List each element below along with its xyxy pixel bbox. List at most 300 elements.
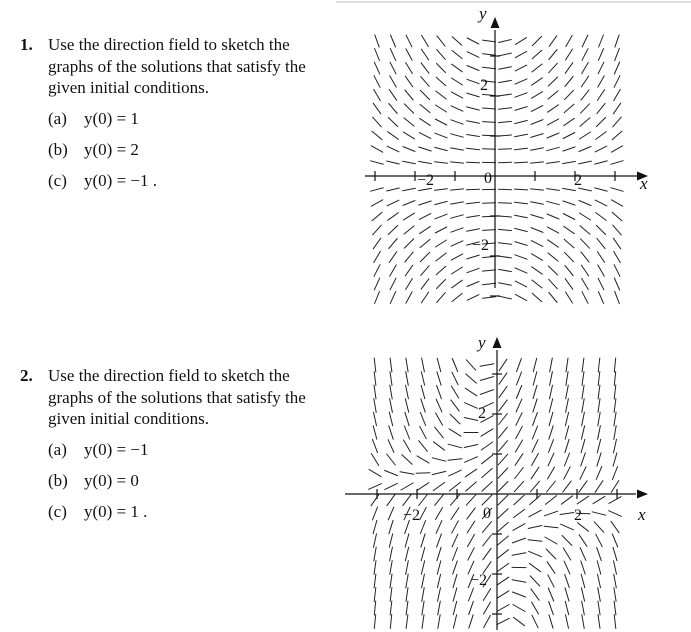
slope-segment <box>480 364 494 367</box>
slope-segment <box>432 458 446 461</box>
slope-segment <box>533 358 536 372</box>
slope-segment <box>544 526 558 528</box>
part-label: (a) <box>48 108 67 128</box>
slope-segment <box>420 239 430 247</box>
slope-segment <box>582 399 584 413</box>
slope-segment <box>469 615 473 628</box>
slope-segment <box>597 90 604 101</box>
slope-segment <box>565 252 574 261</box>
slope-segment <box>467 107 480 110</box>
slope-segment <box>513 509 524 517</box>
slope-segment <box>453 588 457 601</box>
slope-segment <box>516 38 527 45</box>
slope-segment <box>453 601 456 615</box>
slope-segment <box>547 147 560 150</box>
slope-segment <box>549 601 554 614</box>
slope-segment <box>499 269 512 271</box>
slope-segment <box>433 482 444 490</box>
slope-segment <box>549 50 557 60</box>
slope-segment <box>406 35 412 47</box>
slope-segment <box>614 62 619 74</box>
slope-segment <box>389 426 393 439</box>
slope-segment <box>390 588 392 602</box>
slope-segment <box>532 440 538 453</box>
slope-segment <box>533 412 538 425</box>
slope-segment <box>499 296 512 299</box>
slope-segment <box>437 293 446 303</box>
slope-segment <box>596 225 605 234</box>
slope-segment <box>547 201 560 204</box>
slope-segment <box>385 483 398 489</box>
slope-segment <box>595 481 603 493</box>
slope-segment <box>565 77 573 87</box>
slope-segment <box>564 467 570 479</box>
slope-segment <box>421 49 428 60</box>
slope-segment <box>498 509 508 519</box>
slope-segment <box>421 561 424 575</box>
slope-segment <box>374 412 377 426</box>
slope-segment <box>549 426 553 439</box>
slope-segment <box>614 265 620 277</box>
slope-segment <box>596 467 602 480</box>
slope-segment <box>483 122 496 123</box>
slope-segment <box>530 495 541 504</box>
slope-segment <box>437 574 440 588</box>
slope-segment <box>531 467 539 479</box>
slope-segment <box>417 483 429 491</box>
slope-segment <box>515 242 527 246</box>
slope-segment <box>515 79 527 84</box>
slope-segment <box>374 278 379 290</box>
slope-segment <box>581 252 589 262</box>
slope-segment <box>387 188 400 191</box>
slope-segment <box>466 495 475 505</box>
slope-segment <box>467 52 479 58</box>
slope-segment <box>515 228 528 231</box>
slope-segment <box>422 35 429 46</box>
slope-segment <box>565 412 568 426</box>
slope-segment <box>532 78 543 85</box>
slope-segment <box>547 162 560 164</box>
slope-segment <box>512 538 525 543</box>
slope-segment <box>499 149 512 150</box>
slope-segment <box>387 161 400 164</box>
slope-segment <box>467 162 480 163</box>
slope-segment <box>464 418 478 421</box>
slope-segment <box>422 615 424 629</box>
slope-segment <box>611 481 619 493</box>
slope-segment <box>613 117 622 127</box>
slope-segment <box>389 412 392 426</box>
slope-segment <box>371 161 384 164</box>
slope-segment <box>452 372 458 385</box>
slope-segment <box>436 105 447 112</box>
direction-field-2 <box>345 333 648 630</box>
slope-segment <box>498 522 509 531</box>
slope-segment <box>550 385 553 399</box>
slope-segment <box>401 483 413 490</box>
slope-segment <box>597 103 605 113</box>
slope-segment <box>451 106 463 111</box>
slope-segment <box>546 549 556 559</box>
slope-segment <box>371 200 382 206</box>
slope-segment <box>499 229 512 230</box>
slope-segment <box>547 214 559 219</box>
slope-segment <box>580 132 591 139</box>
slope-segment <box>419 133 431 139</box>
slope-segment <box>451 241 463 246</box>
slope-segment <box>596 213 606 221</box>
slope-segment <box>437 63 446 72</box>
slope-segment <box>404 104 413 113</box>
slope-segment <box>389 104 397 114</box>
slope-segment <box>373 238 381 249</box>
slope-segment <box>565 90 574 99</box>
slope-segment <box>435 427 444 438</box>
slope-segment <box>448 459 462 460</box>
slope-segment <box>406 615 408 629</box>
slope-segment <box>452 64 463 72</box>
slope-segment <box>466 482 477 491</box>
slope-segment <box>451 254 462 260</box>
slope-segment <box>531 120 543 125</box>
slope-segment <box>405 76 412 87</box>
slope-segment <box>451 202 464 204</box>
slope-segment <box>420 413 425 426</box>
slope-segment <box>532 64 542 72</box>
slope-segment <box>465 403 478 409</box>
slope-segment <box>563 214 575 220</box>
slope-segment <box>595 188 608 191</box>
slope-segment <box>373 103 381 114</box>
slope-segment <box>437 50 446 60</box>
slope-segment <box>563 147 575 151</box>
slope-segment <box>614 439 617 453</box>
slope-segment <box>547 119 558 125</box>
slope-segment <box>388 118 397 127</box>
slope-segment <box>480 390 493 395</box>
slope-segment <box>451 228 463 232</box>
slope-segment <box>581 90 589 100</box>
slope-segment <box>467 38 479 44</box>
slope-segment <box>390 561 392 575</box>
problem-statement: Use the direction field to sketch the graphs of the solutions that satisfy the given initial conditions. <box>48 366 306 428</box>
slope-segment <box>421 399 425 412</box>
slope-segment <box>419 147 431 151</box>
slope-segment <box>579 535 587 547</box>
slope-segment <box>390 574 392 588</box>
slope-segment <box>595 161 608 164</box>
slope-segment <box>597 453 601 466</box>
y-axis-arrowhead <box>493 337 502 348</box>
slope-segment <box>611 200 622 206</box>
slope-segment <box>581 439 585 452</box>
slope-segment <box>516 413 522 426</box>
slope-segment <box>419 201 431 205</box>
slope-segment <box>371 454 378 466</box>
slope-segment <box>581 453 586 466</box>
slope-segment <box>467 216 480 218</box>
slope-segment <box>516 386 521 399</box>
slope-segment <box>374 561 376 575</box>
slope-segment <box>374 615 375 629</box>
slope-segment <box>545 537 557 544</box>
slope-segment <box>421 534 425 547</box>
slope-segment <box>371 188 384 191</box>
slope-segment <box>390 76 397 87</box>
slope-segment <box>582 372 584 386</box>
slope-segment <box>579 481 587 492</box>
slope-segment <box>548 575 554 587</box>
slope-segment <box>406 372 409 386</box>
slope-segment <box>452 534 458 547</box>
slope-segment <box>549 63 558 73</box>
slope-segment <box>580 467 586 480</box>
slope-segment <box>582 49 588 61</box>
slope-segment <box>564 226 575 233</box>
slope-segment <box>404 239 413 248</box>
slope-segment <box>437 561 441 575</box>
slope-segment <box>452 267 463 274</box>
slope-segment <box>483 270 496 271</box>
slope-segment <box>372 507 377 520</box>
slope-segment <box>561 496 572 504</box>
slope-segment <box>432 471 446 474</box>
slope-segment <box>549 293 557 303</box>
slope-segment <box>435 201 448 204</box>
slope-segment <box>581 574 585 588</box>
slope-segment <box>421 77 429 87</box>
slope-segment <box>497 618 509 624</box>
slope-segment <box>514 495 524 504</box>
slope-segment <box>531 134 543 138</box>
slope-segment <box>532 453 539 465</box>
slope-segment <box>548 240 559 247</box>
slope-segment <box>548 77 557 86</box>
slope-segment <box>451 134 464 137</box>
slope-segment <box>531 202 544 205</box>
slope-segment <box>614 615 616 629</box>
slope-segment <box>374 534 377 548</box>
slope-segment <box>405 399 408 413</box>
slope-segment <box>611 146 622 152</box>
part-label: (c) <box>48 501 67 521</box>
slope-segment <box>598 399 600 413</box>
slope-segment <box>531 241 543 247</box>
slope-segment <box>436 521 442 534</box>
slope-segment <box>596 117 605 126</box>
slope-segment <box>437 385 442 398</box>
slope-segment <box>483 589 490 601</box>
slope-segment <box>374 574 376 588</box>
y-axis-arrowhead <box>491 17 500 28</box>
slope-segment <box>435 495 444 506</box>
x-tick-label-neg2: −2 <box>417 172 435 189</box>
slope-segment <box>404 118 414 126</box>
part-label: (a) <box>48 439 67 459</box>
slope-segment <box>391 35 396 47</box>
slope-segment <box>404 226 414 234</box>
slope-segment <box>467 121 480 124</box>
slope-segment <box>611 521 619 532</box>
part-condition: y(0) = −1 . <box>84 170 157 190</box>
slope-segment <box>513 605 525 612</box>
slope-segment <box>468 534 475 546</box>
slope-segment <box>611 161 623 165</box>
slope-segment <box>562 536 572 546</box>
x-axis-label: x <box>638 505 646 524</box>
slope-segment <box>612 467 617 480</box>
slope-segment <box>582 601 585 615</box>
slope-field-2 <box>369 358 622 629</box>
slope-segment <box>550 358 553 372</box>
slope-segment <box>422 574 425 588</box>
slope-segment <box>611 188 623 192</box>
slope-segment <box>546 496 557 505</box>
slope-segment <box>515 268 527 273</box>
slope-segment <box>400 472 414 474</box>
slope-segment <box>482 468 493 477</box>
slope-segment <box>468 548 474 560</box>
slope-segment <box>390 399 393 413</box>
slope-segment <box>498 468 508 478</box>
slope-segment <box>547 481 556 492</box>
slope-segment <box>374 399 376 413</box>
slope-segment <box>374 385 376 399</box>
slope-segment <box>597 252 604 263</box>
slope-segment <box>517 358 522 371</box>
slope-segment <box>598 76 604 87</box>
slope-segment <box>436 77 446 86</box>
slope-segment <box>497 591 509 598</box>
slope-segment <box>403 161 416 164</box>
slope-segment <box>420 104 430 112</box>
slope-segment <box>598 615 600 629</box>
slope-segment <box>390 601 392 615</box>
slope-segment <box>515 51 526 57</box>
slope-segment <box>499 427 508 438</box>
slope-segment <box>406 588 408 602</box>
slope-segment <box>529 563 540 571</box>
slope-segment <box>597 439 600 453</box>
slope-segment <box>533 385 537 398</box>
x-axis-arrowhead <box>637 490 648 499</box>
slope-segment <box>436 240 447 247</box>
slope-segment <box>581 426 584 440</box>
slope-segment <box>515 440 522 452</box>
slope-segment <box>467 229 480 232</box>
slope-segment <box>484 615 491 627</box>
slope-segment <box>532 293 542 302</box>
slope-segment <box>437 358 441 372</box>
slope-segment <box>405 252 413 262</box>
slope-segment <box>437 372 441 385</box>
slope-segment <box>419 161 432 163</box>
slope-segment <box>402 455 412 465</box>
slope-segment <box>484 602 491 614</box>
slope-segment <box>374 251 381 262</box>
slope-segment <box>564 453 569 466</box>
slope-segment <box>387 146 399 152</box>
slope-segment <box>465 457 478 463</box>
slope-segment <box>530 576 540 586</box>
slope-segment <box>565 63 573 74</box>
slope-segment <box>374 89 381 100</box>
slope-segment <box>615 48 620 60</box>
slope-segment <box>403 494 411 505</box>
slope-segment <box>482 482 492 492</box>
slope-segment <box>369 484 382 490</box>
slope-segment <box>531 589 539 600</box>
slope-segment <box>566 399 569 413</box>
slope-segment <box>406 49 412 60</box>
slope-segment <box>467 295 479 301</box>
slope-segment <box>450 482 461 491</box>
slope-segment <box>566 615 569 629</box>
slope-segment <box>614 251 621 262</box>
slope-segment <box>419 495 428 506</box>
slope-segment <box>421 547 425 561</box>
slope-segment <box>549 36 557 47</box>
slope-segment <box>499 386 507 397</box>
slope-segment <box>598 385 600 399</box>
slope-segment <box>374 265 380 277</box>
slope-segment <box>371 146 382 152</box>
slope-segment <box>582 292 588 304</box>
slope-segment <box>483 548 491 559</box>
slope-segment <box>499 80 512 82</box>
slope-segment <box>515 93 527 97</box>
slope-segment <box>374 547 376 561</box>
slope-segment <box>483 54 496 56</box>
slope-segment <box>547 189 560 191</box>
slope-segment <box>613 238 620 249</box>
y-tick-label-2: 2 <box>480 77 488 94</box>
slope-segment <box>609 511 622 517</box>
slope-segment <box>390 358 392 372</box>
slope-segment <box>597 547 602 560</box>
slope-segment <box>403 147 415 152</box>
slope-segment <box>435 227 447 233</box>
slope-segment <box>390 372 392 386</box>
slope-segment <box>375 292 380 304</box>
slope-segment <box>467 148 480 149</box>
slope-segment <box>596 534 602 546</box>
slope-segment <box>549 412 553 425</box>
slope-segment <box>448 444 462 448</box>
slope-segment <box>515 202 528 204</box>
slope-segment <box>436 508 443 520</box>
slope-segment <box>563 133 575 139</box>
slope-segment <box>548 588 553 601</box>
slope-segment <box>375 49 380 61</box>
part-condition: y(0) = 0 <box>84 470 139 490</box>
slope-segment <box>389 239 397 249</box>
slope-segment <box>387 494 395 505</box>
slope-segment <box>499 67 512 69</box>
x-axis-label: x <box>640 174 648 193</box>
slope-segment <box>436 413 443 425</box>
slope-segment <box>482 495 492 505</box>
slope-segment <box>452 37 462 46</box>
slope-segment <box>581 588 584 602</box>
slope-segment <box>499 283 512 285</box>
slope-segment <box>566 372 568 386</box>
slope-segment <box>565 574 570 587</box>
slope-segment <box>582 35 588 47</box>
slope-segment <box>498 482 508 492</box>
slope-segment <box>499 216 512 217</box>
